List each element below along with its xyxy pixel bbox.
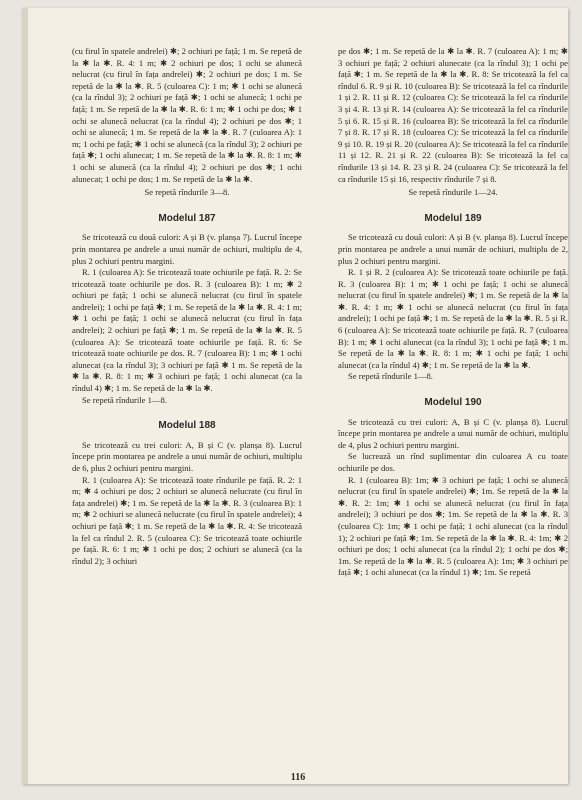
paragraph: R. 1 și R. 2 (culoarea A): Se tricotează toate ochiurile pe față. R. 3 (culoarea B): 1 m; ✱ 1 ochi pe față; 1 ochi se alunecă nelucrat (cu firul în spatele andrelei) ✱; 1 m. Se repetă de la ✱ la ✱. R. 4: 1 m; ✱ 1 ochi se alunecă nelucrat (cu firul în fața andrelei); 1 ochi pe față ✱; 1 m. Se repetă de la ✱ la ✱. R. 5 și R. 6 (culoarea A): Se tricotează toate ochiurile pe față. R. 7 (culoarea B): 1 m; ✱ 1 ochi alunecat (ca la rîndul 3); 1 ochi pe față ✱; 1 m. Se repetă de la ✱ la ✱. R. 8: 1 m; ✱ 1 ochi pe față; 1 ochi alunecat (ca la rîndul 4) ✱; 1 m. Se repetă de la ✱ la ✱. (338, 267, 568, 370)
paragraph: Se tricotează cu trei culori: A, B și C (v. planșa 8). Lucrul începe prin montarea pe andrele a unui număr de ochiuri, multiplu de 4, plus 2 ochiuri pentru margini. (338, 416, 568, 450)
book-page (22, 8, 568, 784)
right-column (338, 46, 568, 579)
paragraph: Se tricotează cu trei culori: A, B și C (v. planșa 8). Lucrul începe prin montarea pe andrele a unui număr de ochiuri, multiplu de 6, plus 2 ochiuri pentru margini. (72, 439, 302, 473)
paragraph: Se lucrează un rînd suplimentar din culoarea A cu toate ochiurile pe dos. (338, 451, 568, 473)
left-column (72, 46, 302, 567)
paragraph: pe dos ✱; 1 m. Se repetă de la ✱ la ✱. R. 7 (culoarea A): 1 m; ✱ 3 ochiuri pe față; 2 ochiuri alunecate (ca la rîndul 3); 1 ochi pe față ✱; 1 m. Se repetă de la ✱ la ✱. R. 8: Se tricotează la fel ca rîndul 6. R. 9 și R. 10 (culoarea B): Se tricotează la fel ca rîndurile 1 și 2. R. 11 și R. 12 (culoarea C): Se tricotează la fel ca rîndurile 3 și 4. R. 13 și R. 14 (culoarea A): Se tricotează la fel ca rîndurile 5 și 6. R. 15 și R. 16 (culoarea B): Se tricotează la fel ca rîndurile 7 și 8. R. 17 și R. 18 (culoarea C): Se tricotează la fel ca rîndurile 9 și 10. R. 19 și R. 20 (culoarea A): Se tricotează la fel ca rîndurile 11 și 12. R. 21 și R. 22 (culoarea B): Se tricotează la fel ca rîndurile 13 și 14. R. 23 și R. 24 (culoarea C): Se tricotează la fel ca rîndurile 15 și 16, respectiv rîndurile 7 și 8. (338, 46, 568, 184)
paragraph: R. 1 (culoarea A): Se tricotează toate rîndurile pe față. R. 2: 1 m; ✱ 4 ochiuri pe dos; 2 ochiuri se alunecă nelucrate (cu firul în fața andrelei) ✱; 1 m. Se repetă de la ✱ la ✱. R. 3 (culoarea B): 1 m; ✱ 2 ochiuri se alunecă nelucrate (cu firul în spatele andrelei); 4 ochiuri pe față ✱; 1 m. Se repetă de la ✱ la ✱. R. 4: Se tricotează la fel ca rîndul 2. R. 5 (culoarea C): Se tricotează toate ochiurile pe față. R. 6: 1 m; ✱ 1 ochi pe dos; 2 ochiuri se alunecă (ca la rîndul 2); 3 ochiuri (72, 474, 302, 566)
section-heading: Modelul 188 (158, 420, 216, 432)
section-heading: Modelul 190 (424, 397, 482, 409)
paragraph: Se repetă rîndurile 1—24. (408, 187, 498, 198)
paragraph: Se tricotează cu două culori: A și B (v. planșa 7). Lucrul începe prin montarea pe andrele a unui număr de ochiuri, multiplu de 4, plus 2 ochiuri pentru margini. (72, 232, 302, 266)
page-number: 116 (290, 772, 306, 783)
paragraph: Se tricotează cu două culori: A și B (v. planșa 8). Lucrul începe prin montarea pe andrele a unui număr de ochiuri, multiplu de 2, plus 2 ochiuri pentru margini. (338, 232, 568, 266)
section-heading: Modelul 187 (158, 212, 216, 224)
section-heading: Modelul 189 (424, 212, 482, 224)
paragraph: Se repetă rîndurile 1—8. (348, 371, 433, 382)
paragraph: Se repetă rîndurile 1—8. (82, 394, 167, 405)
paragraph: R. 1 (culoarea A): Se tricotează toate ochiurile pe față. R. 2: Se tricotează toate ochiurile pe dos. R. 3 (culoarea B): 1 m; ✱ 2 ochiuri pe față; 1 ochi se alunecă nelucrat (cu firul în spatele andrelei); 1 ochi pe față ✱; 1 m. Se repetă de la ✱ la ✱. R. 4: 1 m; ✱ 1 ochi pe față; 1 ochi se alunecă nelucrat (cu firul în fața andrelei); 2 ochiuri pe față ✱; 1 m. Se repetă de la ✱ la ✱. R. 5 (culoarea A): Se tricotează toate ochiurile pe față. R. 6: Se tricotează toate ochiurile pe dos. R. 7 (culoarea B): 1 m; ✱ 1 ochi alunecat (ca la rîndul 3); 3 ochiuri pe față ✱ 1 m. Se repetă de la ✱ la ✱. R. 8: 1 m; ✱ 3 ochiuri pe față; 1 ochi alunecat (ca la rîndul 4) ✱; 1 m. Se repetă de la ✱ la ✱. (72, 267, 302, 394)
paragraph: (cu firul în spatele andrelei) ✱; 2 ochiuri pe față; 1 m. Se repetă de la ✱ la ✱. R. 4: 1 m; ✱ 2 ochiuri pe dos; 1 ochi se alunecă nelucrat (cu firul în fața andrelei) ✱; 2 ochiuri pe dos; 1 m. Se repetă de la ✱ la ✱. R. 5 (culoarea C): 1 m; ✱ 1 ochi se alunecă (ca la rîndul 3); 2 ochiuri pe față ✱; 1 ochi se alunecă; 1 ochi pe față; 1 m. Se repetă de la ✱ la ✱. R. 6: 1 m; ✱ 1 ochi pe dos; ✱ 1 ochi se alunecă nelucrat (ca la rîndul 4); 2 ochiuri pe dos ✱; 1 ochi se alunecă; 1 m. Se repetă de la ✱ la ✱. R. 7 (culoarea A): 1 m; 1 ochi pe față; ✱ 1 ochi se alunecă (ca la rîndul 3); 2 ochiuri pe față ✱; 1 ochi alunecat; 1 m. Se repetă de la ✱ la ✱. R. 8: 1 m; ✱ 1 ochi se alunecă (ca la rîndul 4); 2 ochiuri pe dos ✱; 1 ochi alunecat; 1 ochi pe dos; 1 m. Se repetă de la ✱ la ✱. (72, 46, 302, 184)
paragraph: Se repetă rîndurile 3—8. (144, 187, 230, 198)
paragraph: R. 1 (culoarea B): 1m; ✱ 3 ochiuri pe față; 1 ochi se alunecă nelucrat (cu firul în spatele andrelei) ✱; 1m. Se repetă de la ✱ la ✱. R. 2: 1m; ✱ 1 ochi se alunecă nelucrat (cu firul în fața andrelei); 3 ochiuri pe dos ✱; 1m. Se repetă de la ✱ la ✱. R. 3 (culoarea C): 1m; ✱ 1 ochi pe față; 1 ochi alunecat (ca la rîndul 1); 2 ochiuri pe față ✱; 1m. Se repetă de la ✱ la ✱. R. 4: 1m; ✱ 2 ochiuri pe dos; 1 ochi alunecat (ca la rîndul 2); 1 ochi pe dos ✱; 1m. Se repetă de la ✱ la ✱. R. 5 (culoarea A): 1m; ✱ 3 ochiuri pe față ✱; 1 ochi alunecat (ca la rîndul 1) ✱; 1m. Se repetă (338, 474, 568, 578)
